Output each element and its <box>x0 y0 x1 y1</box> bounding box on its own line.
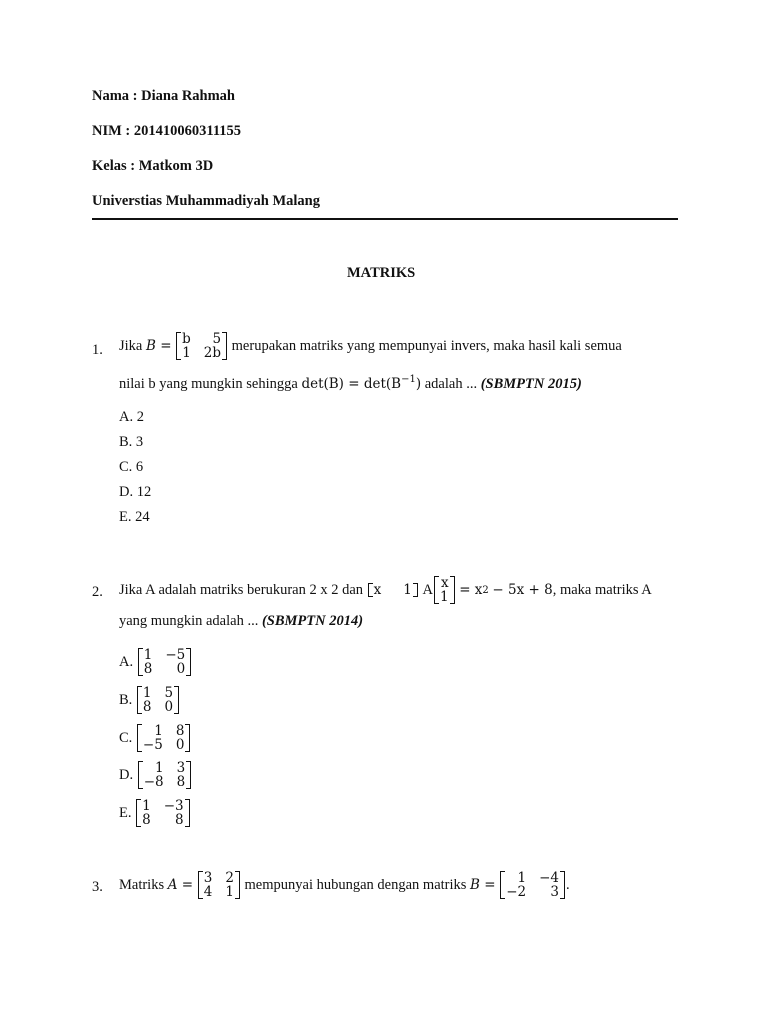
matrix-cell: 1 <box>182 345 191 361</box>
matrix-cell: −3 <box>163 798 184 814</box>
q2-option-c-matrix <box>137 724 191 752</box>
q2-eq-b: − 5x + 8 <box>492 582 553 598</box>
q1-source: (SBMPTN 2015) <box>480 375 582 392</box>
q2-option-c-label: C. <box>119 729 133 746</box>
bracket-right <box>185 724 190 752</box>
bracket-right <box>235 871 240 899</box>
q2-col-vector <box>434 576 455 604</box>
matrix-cell: 1 <box>403 582 412 598</box>
q1-option-a[interactable]: A. 2 <box>119 409 144 425</box>
q1-option-c[interactable]: C. 6 <box>119 459 144 475</box>
q3-line1 <box>119 871 570 899</box>
q2-pre: Jika A adalah matriks berukuran 2 x 2 dan <box>119 581 364 598</box>
q2-option-d[interactable] <box>119 761 192 789</box>
bracket-right <box>186 648 191 676</box>
q2-option-a[interactable] <box>119 648 192 676</box>
q1-det: det(B) = det(B <box>301 375 402 392</box>
matrix-cell: 4 <box>203 884 213 900</box>
q2-option-c[interactable] <box>119 724 191 752</box>
q1-line1 <box>119 332 622 360</box>
bracket-right <box>560 871 565 899</box>
student-name: Nama : Diana Rahmah <box>92 88 235 104</box>
student-nim: NIM : 201410060311155 <box>92 123 242 139</box>
page-title: MATRIKS <box>347 265 416 281</box>
q2-option-e-label: E. <box>119 804 132 821</box>
bracket-right <box>222 332 227 360</box>
matrix-cell: 3 <box>203 870 213 886</box>
matrix-cell: 8 <box>142 699 152 715</box>
matrix-cell: 1 <box>155 760 164 776</box>
q1-option-e[interactable]: E. 24 <box>119 509 150 525</box>
q1-var: B = <box>145 338 172 354</box>
matrix-cell: 8 <box>142 812 151 828</box>
matrix-cell: 1 <box>142 685 152 701</box>
matrix-cell: 2b <box>203 345 222 361</box>
matrix-cell: −4 <box>539 870 560 886</box>
student-class: Kelas : Matkom 3D <box>92 158 214 174</box>
matrix-cell: 3 <box>550 884 560 900</box>
q3-number: 3. <box>92 879 103 895</box>
q3-end: . <box>566 876 570 893</box>
q2-eq-sup: 2 <box>482 584 489 596</box>
bracket-right <box>450 576 455 604</box>
matrix-cell: 3 <box>176 760 186 776</box>
q2-line2-text: yang mungkin adalah ... <box>119 613 259 629</box>
matrix-cell: b <box>182 331 191 347</box>
matrix-cell: 8 <box>176 774 186 790</box>
q1-number: 1. <box>92 342 103 358</box>
matrix-cell: 5 <box>164 685 174 701</box>
q3-pre: Matriks <box>119 876 165 893</box>
q2-eq-a: = x <box>459 582 483 598</box>
q2-option-b-matrix <box>137 686 179 714</box>
matrix-cell: 1 <box>142 798 151 814</box>
matrix-cell: −2 <box>506 884 527 900</box>
q2-line1 <box>119 576 652 604</box>
bracket-right <box>186 761 191 789</box>
bracket-right <box>413 583 418 597</box>
q3-matrix-b <box>500 871 565 899</box>
q1-line2 <box>119 374 582 393</box>
q2-option-d-label: D. <box>119 766 134 783</box>
q3-var-a: A = <box>167 877 194 893</box>
matrix-cell: −8 <box>143 774 164 790</box>
q3-matrix-a <box>198 871 240 899</box>
q3-var-b: B = <box>470 877 496 893</box>
matrix-cell: 0 <box>175 737 185 753</box>
q1-pre: Jika <box>119 337 143 354</box>
q2-option-e[interactable] <box>119 799 191 827</box>
matrix-cell: 1 <box>154 723 163 739</box>
matrix-cell: 1 <box>517 870 527 886</box>
q1-post: merupakan matriks yang mempunyai invers, maka hasil kali semua <box>231 337 622 354</box>
q2-option-b[interactable] <box>119 686 180 714</box>
q1-matrix <box>176 332 227 360</box>
matrix-cell: 1 <box>225 884 234 900</box>
q2-number: 2. <box>92 584 103 600</box>
q1-option-b[interactable]: B. 3 <box>119 434 144 450</box>
q3-mid: mempunyai hubungan dengan matriks <box>244 876 467 893</box>
q1-exp: −1 <box>401 374 416 385</box>
q1-close: ) <box>415 375 422 392</box>
q2-mid: A <box>422 581 433 598</box>
university-name: Universtias Muhammadiyah Malang <box>92 193 320 209</box>
q2-option-e-matrix <box>136 799 190 827</box>
q2-source: (SBMPTN 2014) <box>261 613 364 629</box>
q2-line2 <box>119 613 363 630</box>
header-divider <box>92 218 678 220</box>
q2-row-vector <box>368 583 418 597</box>
matrix-cell: 8 <box>143 661 153 677</box>
q1-line2-text: nilai b yang mungkin sehingga <box>119 375 298 392</box>
bracket-right <box>174 686 179 714</box>
q1-option-d[interactable]: D. 12 <box>119 484 152 500</box>
matrix-cell: x <box>440 575 449 591</box>
q1-tail: adalah ... <box>424 375 478 392</box>
matrix-cell: 8 <box>175 723 185 739</box>
q2-post: , maka matriks A <box>552 581 652 598</box>
matrix-cell: 2 <box>225 870 234 886</box>
q2-option-a-matrix <box>138 648 192 676</box>
matrix-cell: x <box>373 582 382 598</box>
matrix-cell: 1 <box>439 589 449 605</box>
q2-option-d-matrix <box>138 761 192 789</box>
matrix-cell: 8 <box>175 812 184 828</box>
q2-option-b-label: B. <box>119 691 133 708</box>
matrix-cell: −5 <box>165 647 186 663</box>
matrix-cell: 0 <box>164 699 174 715</box>
matrix-cell: 1 <box>143 647 153 663</box>
matrix-cell: −5 <box>142 737 163 753</box>
matrix-cell: 5 <box>212 331 222 347</box>
bracket-right <box>185 799 190 827</box>
q2-option-a-label: A. <box>119 653 134 670</box>
matrix-cell: 0 <box>176 661 186 677</box>
